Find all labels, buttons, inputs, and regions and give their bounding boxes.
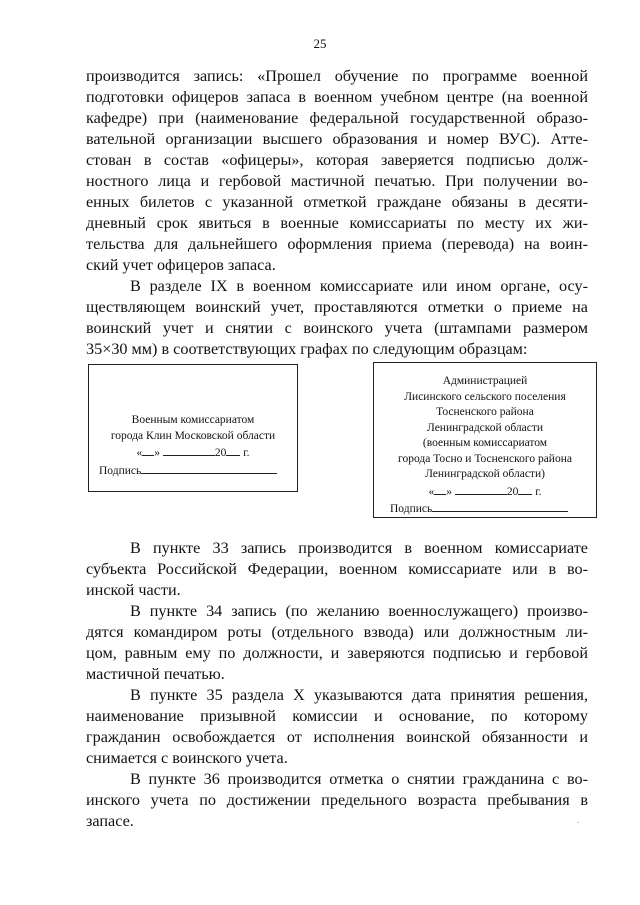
text-line: енных билетов с указанной отметкой граждане обязаны в десяти- xyxy=(86,193,588,211)
text-line: мастичной печатью. xyxy=(86,665,225,683)
text-line: В пункте 36 производится отметка о снятии гражданина с во- xyxy=(130,770,588,788)
text-line: вательной организации высшего образования и номер ВУС). Атте- xyxy=(86,130,588,148)
text-line: наименование призывной комиссии и основание, по которому xyxy=(86,707,588,725)
stamp-line: Ленинградской области) xyxy=(425,468,545,480)
text-line: гражданин освобождается от исполнения воинской обязанности и xyxy=(86,728,588,746)
text-line: 35×30 мм) в соответствующих графах по следующим образцам: xyxy=(86,340,528,358)
text-line: тельства для дальнейшего оформления приема (перевода) на воин- xyxy=(86,235,588,253)
text-line: ский учет офицеров запаса. xyxy=(86,256,276,274)
stamp-line: Лисинского сельского поселения xyxy=(404,390,566,403)
text-line: В разделе IX в военном комиссариате или ином органе, осу- xyxy=(130,277,588,295)
stamp-signature-row: Подпись xyxy=(89,462,297,480)
text-line: цом, равным ему по должности, и заверяются подписью и гербовой xyxy=(86,644,588,662)
stamp-sample-2 xyxy=(373,362,597,518)
text-line: производится запись: «Прошел обучение по программе военной xyxy=(86,67,588,85)
stamp-date-row: « » 20 г. xyxy=(374,483,596,501)
stamp-date-row: « » 20 г. xyxy=(89,444,297,462)
text-line: стован в состав «офицеры», которая заверяется подписью долж- xyxy=(86,151,588,169)
text-line: кафедре) при (наименование федеральной государственной образо- xyxy=(86,109,588,127)
text-line: инской части. xyxy=(86,581,181,599)
text-line: снимается с воинского учета. xyxy=(86,749,288,767)
text-line: дневный срок явиться в военные комиссариаты по месту их жи- xyxy=(86,214,588,232)
stamp-line: Администрацией xyxy=(442,375,528,387)
text-line: В пункте 33 запись производится в военном комиссариате xyxy=(130,539,588,557)
stamp-sample-1 xyxy=(88,364,298,492)
text-line: воинский учет и снятии с воинского учета (штампами размером xyxy=(86,319,588,337)
stamp-line: города Клин Московской области xyxy=(110,429,276,442)
text-line: В пункте 35 раздела X указываются дата принятия решения, xyxy=(130,686,588,704)
stamp-line: Ленинградской области xyxy=(426,421,544,434)
scan-speck: · xyxy=(576,818,580,829)
stamp-line: (военным комиссариатом xyxy=(422,437,548,449)
stamp-line: города Тосно и Тосненского района xyxy=(398,452,572,465)
text-line: ществляющем воинский учет, проставляются отметки о приеме на xyxy=(86,298,588,316)
page-number: 25 xyxy=(313,36,327,51)
text-line: запасе. xyxy=(86,812,134,830)
text-line: субъекта Российской Федерации, военном комиссариате или в во- xyxy=(86,560,588,578)
text-line: дятся командиром роты (отдельного взвода) или должностным ли- xyxy=(86,623,588,641)
text-line: инского учета по достижении предельного возраста пребывания в xyxy=(86,791,588,809)
stamp-line: Тосненского района xyxy=(436,406,534,418)
text-line: В пункте 34 запись (по желанию военнослужащего) произво- xyxy=(130,602,588,620)
stamp-line: Военным комиссариатом xyxy=(131,414,255,426)
stamp-signature-row: Подпись xyxy=(374,500,596,518)
text-line: подготовки офицеров запаса в военном учебном центре (на военной xyxy=(86,88,588,106)
text-line: ностного лица и гербовой мастичной печатью. При получении во- xyxy=(86,172,588,190)
